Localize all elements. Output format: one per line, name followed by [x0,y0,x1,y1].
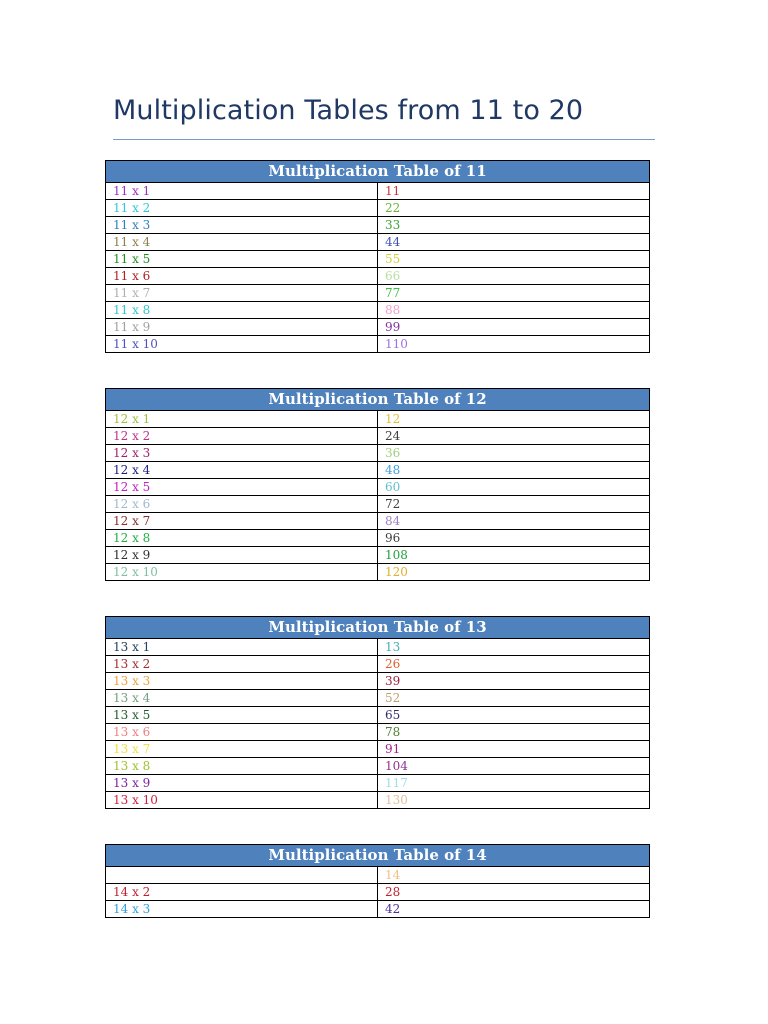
result-cell: 14 [378,867,650,884]
result-cell: 52 [378,690,650,707]
expression-cell: 11 x 5 [106,251,378,268]
result-cell: 117 [378,775,650,792]
expression-cell: 12 x 4 [106,462,378,479]
result-cell: 12 [378,411,650,428]
expression-cell: 13 x 10 [106,792,378,809]
table-row [106,479,650,496]
expression-cell: 14 x 3 [106,901,378,918]
result-cell: 48 [378,462,650,479]
table-row [106,268,650,285]
expression-cell: 13 x 7 [106,741,378,758]
expression-cell: 11 x 3 [106,217,378,234]
expression-cell: 12 x 9 [106,547,378,564]
table-row [106,462,650,479]
table-row [106,792,650,809]
result-cell: 65 [378,707,650,724]
expression-cell: 14 x 2 [106,884,378,901]
result-cell: 91 [378,741,650,758]
expression-cell: 13 x 3 [106,673,378,690]
multiplication-table-14 [105,844,650,918]
result-cell: 108 [378,547,650,564]
table-row [106,547,650,564]
table-row [106,251,650,268]
table-row [106,775,650,792]
table-row [106,302,650,319]
expression-cell: 11 x 8 [106,302,378,319]
multiplication-table-13 [105,616,650,809]
result-cell: 72 [378,496,650,513]
result-cell: 36 [378,445,650,462]
result-cell: 120 [378,564,650,581]
expression-cell: 13 x 5 [106,707,378,724]
expression-cell: 12 x 7 [106,513,378,530]
table-row [106,741,650,758]
result-cell: 39 [378,673,650,690]
result-cell: 110 [378,336,650,353]
table-heading: Multiplication Table of 14 [106,845,650,867]
table-row [106,656,650,673]
table-row [106,673,650,690]
table-row [106,319,650,336]
expression-cell: 11 x 4 [106,234,378,251]
table-heading: Multiplication Table of 11 [106,161,650,183]
table-row [106,901,650,918]
expression-cell: 12 x 2 [106,428,378,445]
document-title: Multiplication Tables from 11 to 20 [113,95,584,126]
expression-cell: 13 x 6 [106,724,378,741]
expression-cell: 13 x 9 [106,775,378,792]
table-row [106,445,650,462]
multiplication-table-11 [105,160,650,353]
result-cell: 77 [378,285,650,302]
multiplication-table-12 [105,388,650,581]
title-underline [113,139,655,140]
table-heading: Multiplication Table of 12 [106,389,650,411]
table-row [106,867,650,884]
result-cell: 88 [378,302,650,319]
result-cell: 26 [378,656,650,673]
expression-cell: 11 x 1 [106,183,378,200]
expression-cell: 12 x 3 [106,445,378,462]
expression-cell: 13 x 8 [106,758,378,775]
expression-cell: 11 x 6 [106,268,378,285]
table-row [106,530,650,547]
table-row [106,234,650,251]
table-row [106,285,650,302]
table-row [106,884,650,901]
expression-cell: 11 x 2 [106,200,378,217]
result-cell: 11 [378,183,650,200]
expression-cell: 11 x 9 [106,319,378,336]
table-row [106,513,650,530]
expression-cell: 11 x 7 [106,285,378,302]
result-cell: 104 [378,758,650,775]
expression-cell: 12 x 10 [106,564,378,581]
table-row [106,200,650,217]
expression-cell: 12 x 6 [106,496,378,513]
result-cell: 96 [378,530,650,547]
table-row [106,217,650,234]
expression-cell: 12 x 5 [106,479,378,496]
result-cell: 13 [378,639,650,656]
table-row [106,639,650,656]
result-cell: 99 [378,319,650,336]
table-row [106,707,650,724]
table-row [106,336,650,353]
table-row [106,690,650,707]
table-row [106,724,650,741]
result-cell: 60 [378,479,650,496]
expression-cell: 11 x 10 [106,336,378,353]
table-row [106,564,650,581]
expression-cell: 13 x 4 [106,690,378,707]
table-row [106,411,650,428]
expression-cell: 12 x 8 [106,530,378,547]
expression-cell: 13 x 2 [106,656,378,673]
result-cell: 55 [378,251,650,268]
table-heading: Multiplication Table of 13 [106,617,650,639]
expression-cell [106,867,378,884]
result-cell: 130 [378,792,650,809]
table-row [106,428,650,445]
result-cell: 28 [378,884,650,901]
result-cell: 24 [378,428,650,445]
result-cell: 33 [378,217,650,234]
table-row [106,183,650,200]
result-cell: 78 [378,724,650,741]
result-cell: 66 [378,268,650,285]
table-row [106,496,650,513]
result-cell: 84 [378,513,650,530]
result-cell: 22 [378,200,650,217]
result-cell: 44 [378,234,650,251]
expression-cell: 12 x 1 [106,411,378,428]
expression-cell: 13 x 1 [106,639,378,656]
table-row [106,758,650,775]
result-cell: 42 [378,901,650,918]
